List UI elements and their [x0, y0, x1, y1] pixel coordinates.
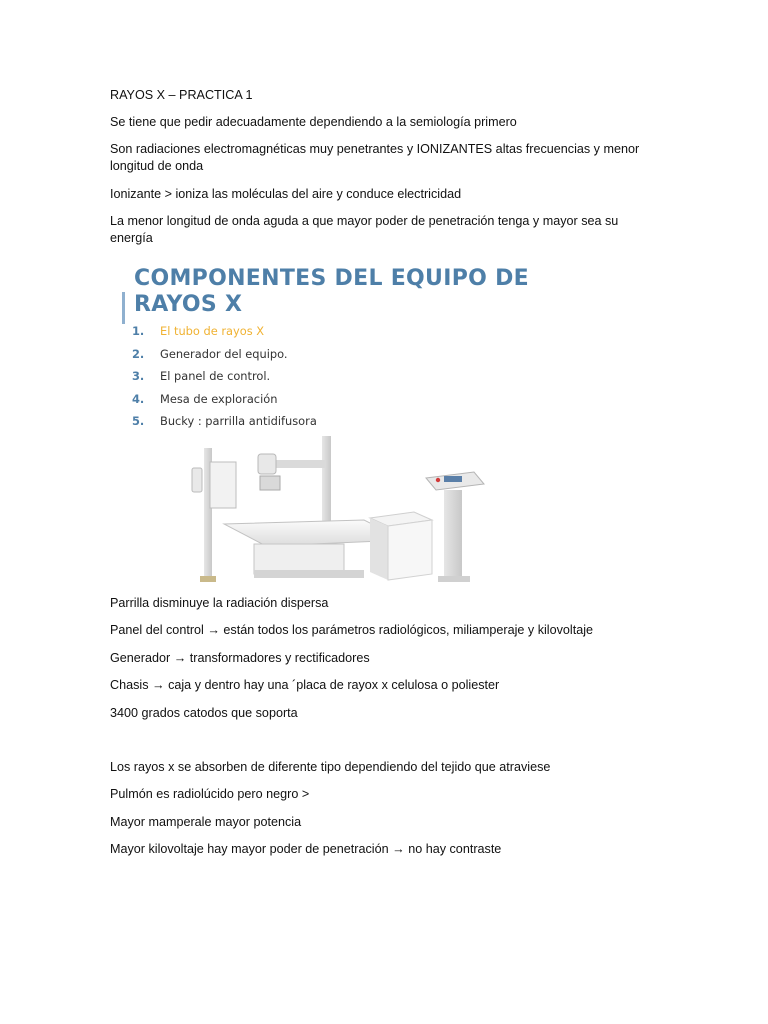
paragraph: La menor longitud de onda aguda a que mayor poder de penetración tenga y mayor sea su energía	[110, 214, 619, 245]
paragraph: Ionizante > ioniza las moléculas del aire y conduce electricidad	[110, 187, 462, 201]
xray-equipment-illustration-icon	[174, 428, 552, 584]
xray-components-figure	[118, 262, 554, 586]
paragraph: Mayor mamperale mayor potencia	[110, 815, 302, 829]
components-list	[132, 320, 317, 433]
list-item: 4. Mesa de exploración	[132, 391, 278, 406]
document-title: RAYOS X – PRACTICA 1	[110, 88, 253, 102]
figure-title: COMPONENTES DEL EQUIPO DE RAYOS X	[134, 266, 529, 317]
paragraph: 3400 grados catodos que soporta	[110, 706, 298, 720]
list-item: 5. Bucky : parrilla antidifusora	[132, 414, 317, 428]
title-accent-bar	[122, 292, 125, 324]
paragraph: Parrilla disminuye la radiación dispersa	[110, 596, 329, 610]
paragraph: Pulmón es radiolúcido pero negro >	[110, 787, 310, 801]
paragraph: Los rayos x se absorben de diferente tipo dependiendo del tejido que atraviese	[110, 760, 551, 774]
paragraph: Panel del control → están todos los parámetros radiológicos, miliamperaje y kilovoltaje	[110, 623, 593, 637]
list-item: 1. El tubo de rayos X	[132, 324, 265, 338]
paragraph: Mayor kilovoltaje hay mayor poder de penetración → no hay contraste	[110, 842, 502, 856]
paragraph: Chasis → caja y dentro hay una ´placa de rayox x celulosa o poliester	[110, 678, 500, 692]
paragraph: Generador → transformadores y rectificadores	[110, 651, 370, 665]
list-item: 3. El panel de control.	[132, 369, 271, 383]
paragraph: Son radiaciones electromagnéticas muy penetrantes y IONIZANTES altas frecuencias y menor longitud de onda	[110, 142, 640, 173]
paragraph: Se tiene que pedir adecuadamente dependiendo a la semiología primero	[110, 115, 517, 129]
list-item: 2. Generador del equipo.	[132, 346, 288, 361]
